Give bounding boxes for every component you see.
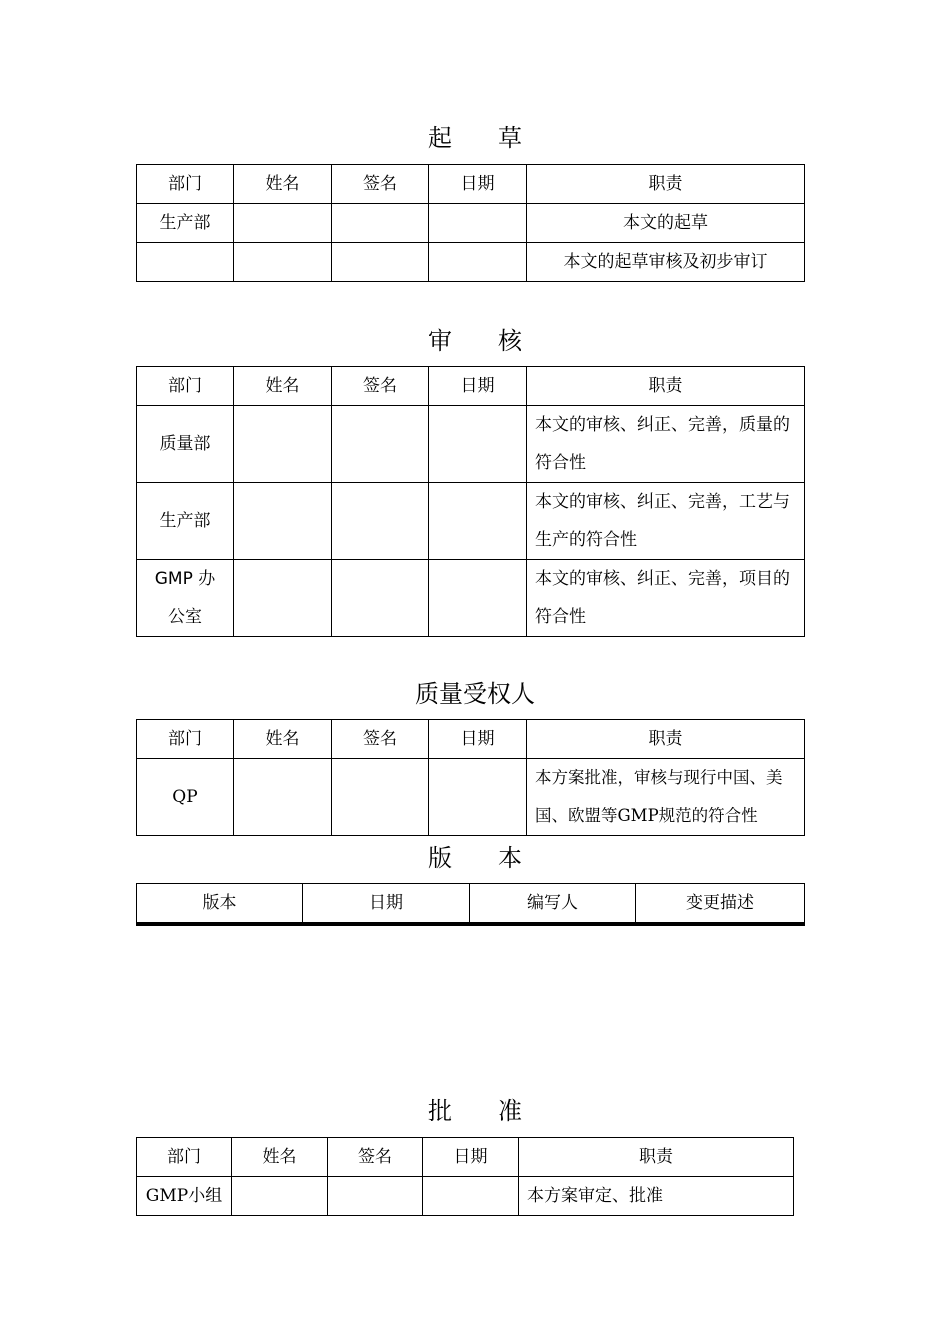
header-signature: 签名 [328,1138,423,1177]
table-row [137,406,805,483]
header-name: 姓名 [234,165,332,204]
header-duty: 职责 [527,165,805,204]
qp-table [136,719,805,836]
version-cell[interactable] [137,925,303,926]
header-name: 姓名 [234,367,332,406]
author-cell[interactable] [470,925,636,926]
date-cell[interactable] [303,925,470,926]
header-duty: 职责 [527,720,805,759]
drafting-title [0,118,950,153]
table-row [137,925,805,926]
table-row [137,759,805,836]
approval-title-char-2: 准 [498,1097,522,1125]
table-header-row [137,884,805,923]
date-cell[interactable] [429,483,527,560]
header-duty: 职责 [519,1138,794,1177]
date-cell[interactable] [429,204,527,243]
header-name: 姓名 [232,1138,328,1177]
review-title-char-2: 核 [498,327,522,355]
duty-cell: 本文的审核、纠正、完善，质量的符合性 [527,406,805,483]
date-cell[interactable] [429,560,527,637]
dept-cell [137,560,234,637]
version-title [0,838,950,873]
change-desc-cell[interactable] [636,925,805,926]
review-title-char-1: 审 [428,327,452,355]
table-row [137,560,805,637]
drafting-table [136,164,805,282]
dept-cell: 质量部 [137,406,234,483]
table-row [137,204,805,243]
header-date: 日期 [429,165,527,204]
version-title-char-2: 本 [498,844,522,872]
header-dept: 部门 [137,165,234,204]
table-header-row [137,720,805,759]
name-cell[interactable] [234,483,332,560]
header-dept: 部门 [137,720,234,759]
review-title [0,321,950,356]
name-cell[interactable] [234,406,332,483]
signature-cell[interactable] [332,243,429,282]
table-header-row [137,165,805,204]
header-date: 日期 [429,720,527,759]
header-dept: 部门 [137,367,234,406]
signature-cell[interactable] [332,759,429,836]
signature-cell[interactable] [332,204,429,243]
table-header-row [137,1138,794,1177]
header-date: 日期 [429,367,527,406]
name-cell[interactable] [234,243,332,282]
dept-line-1: GMP 办 [154,569,216,589]
duty-cell: 本文的起草 [527,204,805,243]
header-dept: 部门 [137,1138,232,1177]
header-author: 编写人 [470,884,636,923]
approval-table [136,1137,794,1216]
date-cell[interactable] [429,243,527,282]
date-cell[interactable] [429,759,527,836]
drafting-title-char-1: 起 [428,124,452,152]
header-duty: 职责 [527,367,805,406]
approval-title-char-1: 批 [428,1097,452,1125]
qp-title: 质量受权人 [415,680,535,708]
name-cell[interactable] [234,759,332,836]
duty-cell: 本文的审核、纠正、完善，项目的符合性 [527,560,805,637]
table-row [137,483,805,560]
dept-cell: QP [137,759,234,836]
duty-cell: 本方案批准，审核与现行中国、美国、欧盟等GMP规范的符合性 [527,759,805,836]
table-header-row [137,367,805,406]
review-table [136,366,805,637]
header-date: 日期 [303,884,470,923]
signature-cell[interactable] [332,406,429,483]
duty-cell: 本方案审定、批准 [519,1177,794,1216]
dept-line-2: 公室 [168,607,202,627]
version-title-char-1: 版 [428,844,452,872]
name-cell[interactable] [234,560,332,637]
header-signature: 签名 [332,165,429,204]
dept-cell[interactable] [137,243,234,282]
duty-cell: 本文的起草审核及初步审订 [527,243,805,282]
header-change-desc: 变更描述 [636,884,805,923]
header-version: 版本 [137,884,303,923]
drafting-title-char-2: 草 [498,124,522,152]
signature-cell[interactable] [332,483,429,560]
date-cell[interactable] [429,406,527,483]
duty-cell: 本文的审核、纠正、完善，工艺与生产的符合性 [527,483,805,560]
dept-cell: GMP小组 [137,1177,232,1216]
date-cell[interactable] [423,1177,519,1216]
name-cell[interactable] [232,1177,328,1216]
dept-cell: 生产部 [137,483,234,560]
name-cell[interactable] [234,204,332,243]
header-name: 姓名 [234,720,332,759]
approval-title [0,1091,950,1126]
signature-cell[interactable] [328,1177,423,1216]
version-table [136,883,805,926]
dept-cell: 生产部 [137,204,234,243]
header-signature: 签名 [332,367,429,406]
signature-cell[interactable] [332,560,429,637]
table-row [137,243,805,282]
header-date: 日期 [423,1138,519,1177]
header-signature: 签名 [332,720,429,759]
table-row [137,1177,794,1216]
